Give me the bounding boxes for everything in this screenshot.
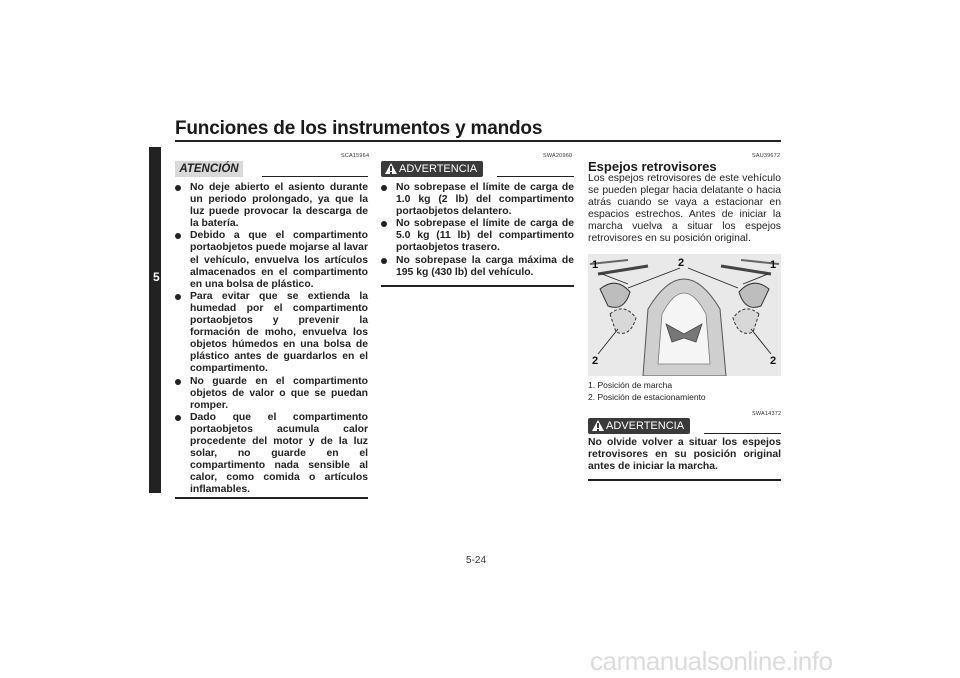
- warning-exclamation-dot-icon: [390, 172, 392, 174]
- warning-badge: [588, 418, 690, 434]
- bullet-icon: [175, 294, 181, 300]
- figure-label: 1: [770, 259, 777, 271]
- figure-label: 2: [770, 355, 777, 367]
- bullet-icon: [175, 233, 181, 239]
- figure-label: 1: [592, 259, 599, 271]
- mirror-figure: [588, 254, 781, 376]
- figure-caption: 1. Posición de marcha: [588, 380, 673, 390]
- chapter-number: 5: [153, 270, 160, 284]
- warning-exclamation-icon: [597, 423, 599, 428]
- bullet-icon: [175, 415, 181, 421]
- list-item-text: Debido a que el compartimento portaobjetos puede mojarse al lavar el vehículo, envuelva los artículos almacenados en el compartimento en una bolsa de plástico.: [190, 230, 368, 290]
- warning-badge: [381, 161, 483, 177]
- warning-badge-label: ADVERTENCIA: [606, 420, 685, 432]
- list-item: [175, 376, 368, 412]
- caution-rule: [262, 176, 368, 177]
- warning-paragraph: No olvide volver a situar los espejos retrovisores en su posición original antes de iniciar la marcha.: [588, 437, 781, 473]
- bullet-icon: [381, 221, 387, 227]
- warning-rule: [497, 176, 574, 177]
- caution-badge: ATENCIÓN: [175, 161, 243, 177]
- warning-end-rule: [381, 285, 574, 287]
- warning-code: SWA14372: [752, 411, 782, 417]
- figure-caption: 2. Posición de estacionamiento: [588, 392, 706, 402]
- warning-badge-label: ADVERTENCIA: [399, 163, 478, 175]
- section-title: Espejos retrovisores: [588, 159, 717, 174]
- list-item-text: Para evitar que se extienda la humedad por el compartimento portaobjetos y prevenir la formación de moho, envuelva los objetos húmedos en una bolsa de plástico antes de guardarlos en el compartimento.: [190, 290, 368, 375]
- list-item-text: No sobrepase el límite de carga de 1.0 kg (2 lb) del compartimento portaobjetos delantero.: [396, 182, 574, 218]
- page-number: 5-24: [466, 555, 487, 566]
- warning-exclamation-icon: [390, 166, 392, 171]
- figure-label: 2: [592, 355, 599, 367]
- list-item: [175, 412, 368, 497]
- list-item: [381, 182, 574, 218]
- caution-list: [175, 182, 368, 496]
- list-item: [175, 291, 368, 376]
- section-code: SAU39672: [752, 153, 781, 159]
- list-item: [175, 230, 368, 290]
- warning-code: SWA20960: [543, 153, 573, 159]
- list-item: [381, 255, 574, 279]
- bullet-icon: [175, 379, 181, 385]
- bullet-icon: [175, 185, 181, 191]
- warning-list: [381, 182, 574, 279]
- page-title: Funciones de los instrumentos y mandos: [175, 118, 543, 139]
- motorcycle-mirrors-illustration: [588, 254, 781, 376]
- caution-code: SCA15964: [341, 153, 370, 159]
- header-rule: [175, 140, 781, 142]
- list-item: [381, 218, 574, 254]
- list-item-text: No guarde en el compartimento objetos de valor o que se puedan romper.: [190, 375, 368, 411]
- warning-exclamation-dot-icon: [597, 429, 599, 431]
- warning-end-rule: [588, 479, 781, 481]
- chapter-tab: [149, 147, 161, 493]
- watermark: carmanualsonline.info: [590, 646, 833, 676]
- figure-label: 2: [678, 257, 685, 269]
- bullet-icon: [381, 185, 387, 191]
- bullet-icon: [381, 258, 387, 264]
- list-item-text: No sobrepase la carga máxima de 195 kg (430 lb) del vehículo.: [396, 254, 574, 278]
- list-item-text: No deje abierto el asiento durante un periodo prolongado, ya que la luz puede provocar la descarga de la batería.: [190, 182, 368, 230]
- list-item-text: No sobrepase el límite de carga de 5.0 kg (11 lb) del compartimento portaobjetos trasero.: [396, 218, 574, 254]
- caution-end-rule: [175, 497, 368, 499]
- list-item: [175, 182, 368, 230]
- warning-rule: [704, 433, 781, 434]
- section-paragraph: Los espejos retrovisores de este vehículo se pueden plegar hacia delatante o hacia atrás cuando se vaya a estacionar en espacios estrechos. Antes de iniciar la marcha vuelva a situar los espejos retrovisores en su posición original.: [588, 173, 781, 245]
- list-item-text: Dado que el compartimento portaobjetos acumula calor procedente del motor y de la luz solar, no guarde en el compartimento nada sensible al calor, como comida o artículos inflamables.: [190, 411, 368, 496]
